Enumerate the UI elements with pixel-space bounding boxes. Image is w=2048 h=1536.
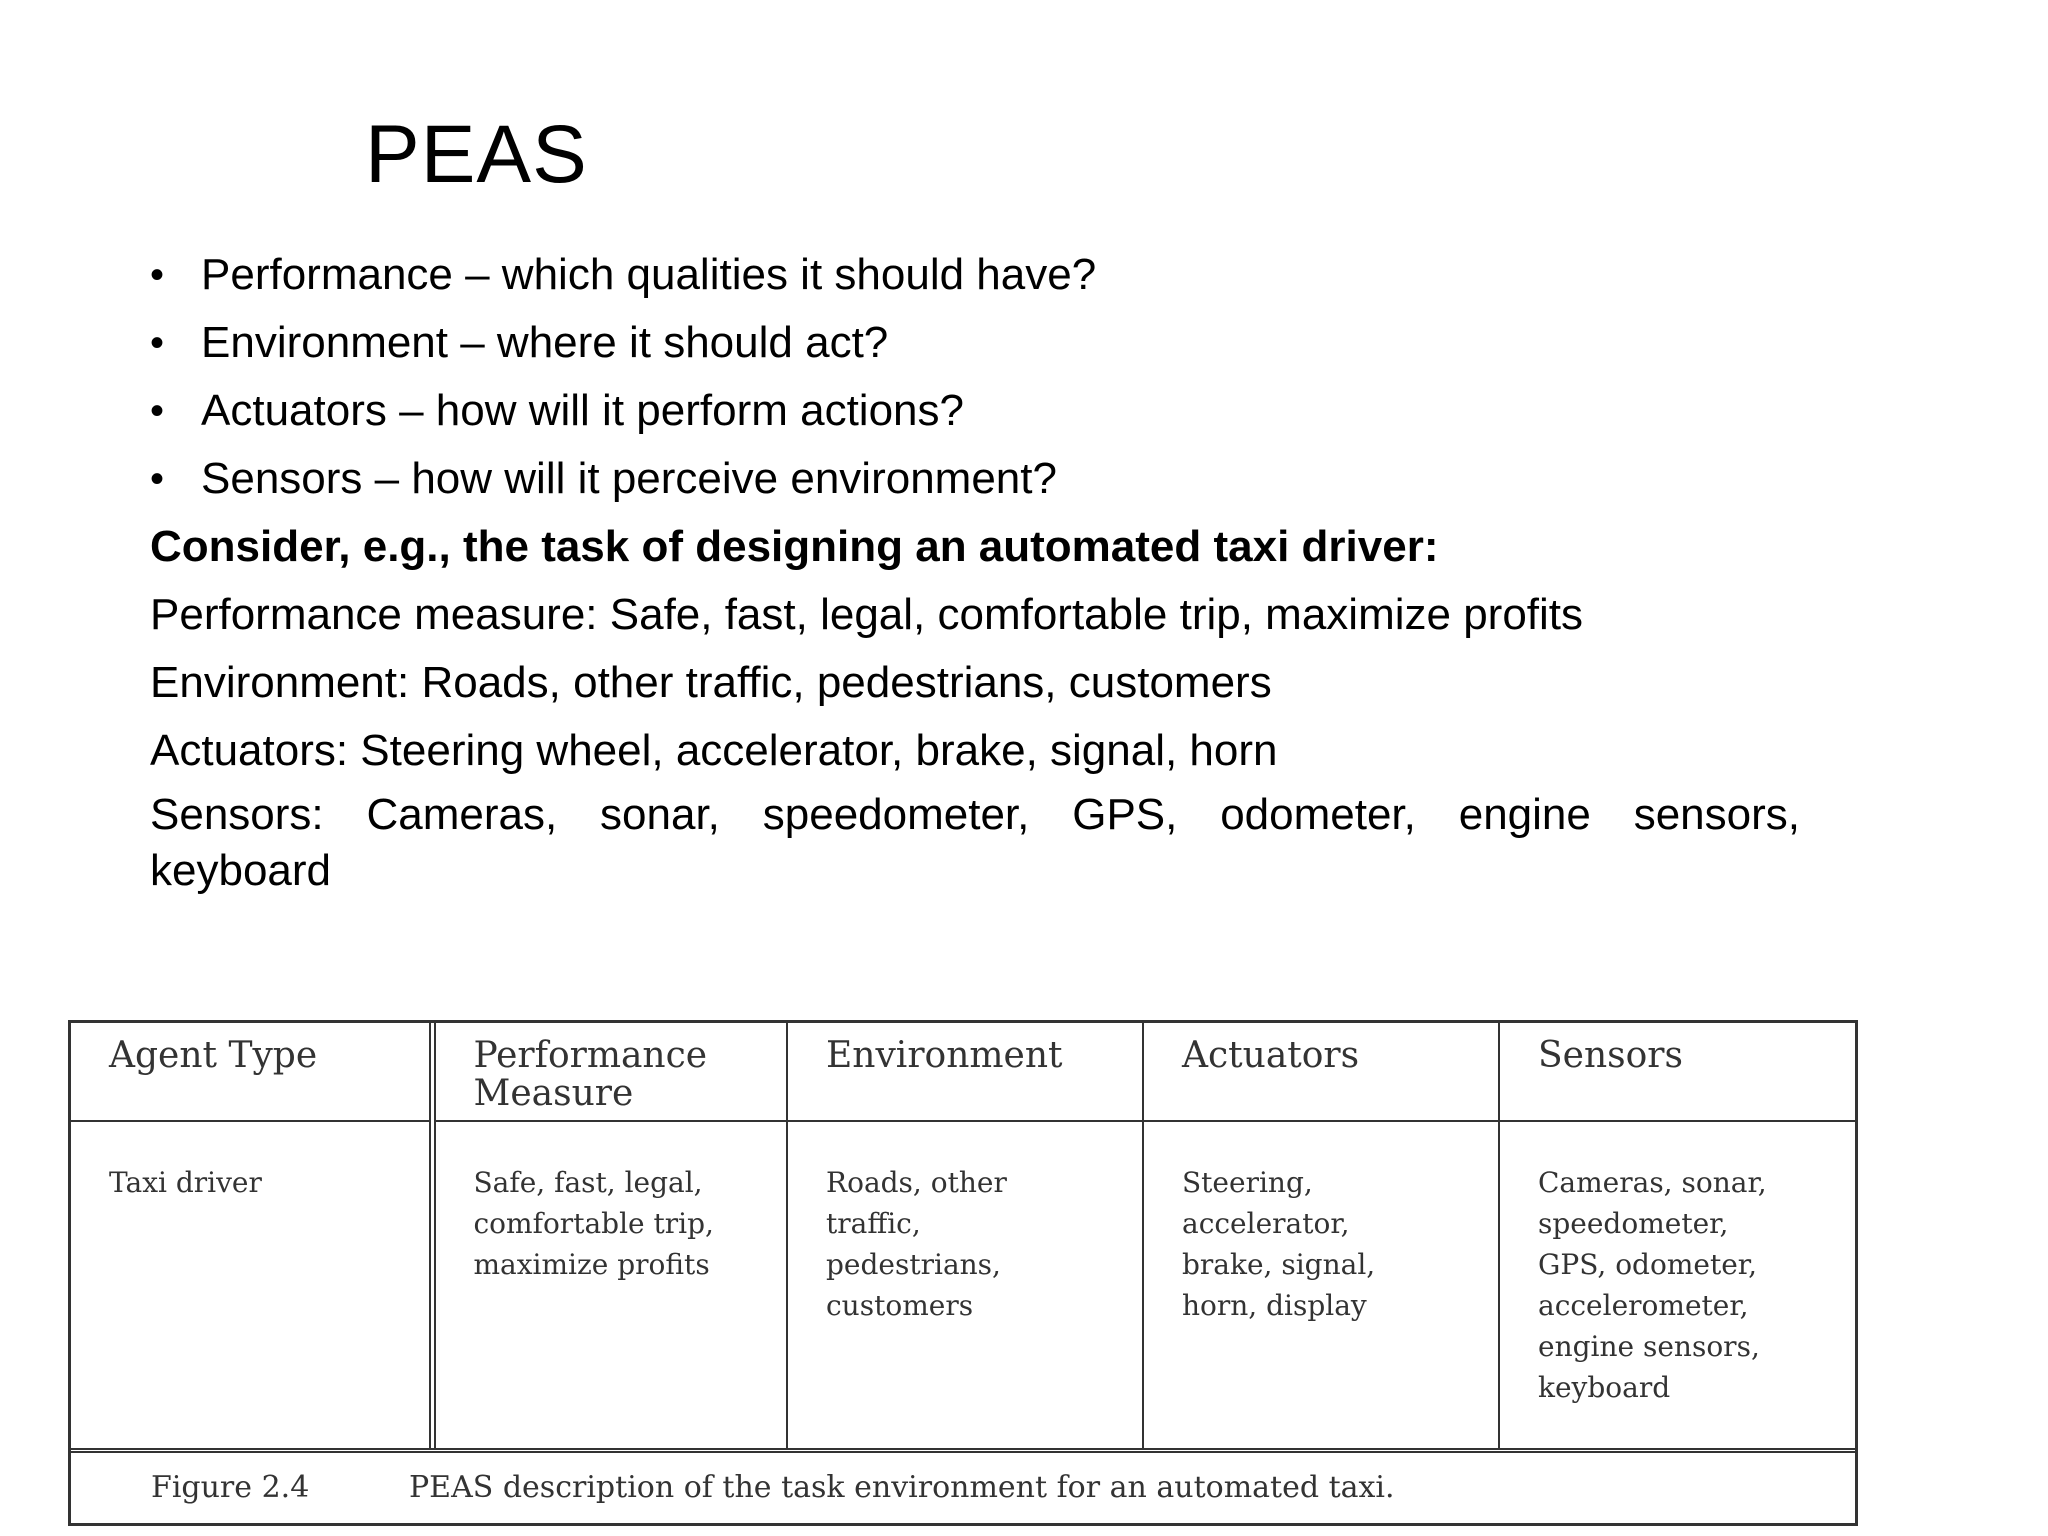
header-sensors: Sensors	[1499, 1023, 1855, 1121]
sensors-text	[150, 787, 1800, 899]
sensors-text-line-1: Sensors: Cameras, sonar, speedometer, GPS, odometer, engine sensors,	[150, 790, 1800, 839]
figure-caption	[71, 1448, 1855, 1526]
header-actuators: Actuators	[1143, 1023, 1499, 1121]
bullet-text: Performance – which qualities it should have?	[201, 250, 1097, 299]
peas-table-figure	[68, 1020, 1858, 1526]
header-performance-measure-label: Performance Measure	[473, 1035, 708, 1114]
environment-text: Environment: Roads, other traffic, pedestrians, customers	[150, 658, 1272, 707]
figure-caption-text: PEAS description of the task environment for an automated taxi.	[409, 1470, 1395, 1505]
cell-sensors: Cameras, sonar, speedometer, GPS, odometer, accelerometer, engine sensors, keyboard	[1538, 1166, 1767, 1404]
cell-actuators: Steering, accelerator, brake, signal, horn, display	[1143, 1121, 1499, 1448]
actuators-text: Actuators: Steering wheel, accelerator, brake, signal, horn	[150, 726, 1278, 775]
bullet-item-environment	[150, 311, 1096, 379]
bullet-item-performance	[150, 243, 1096, 311]
bullet-item-sensors	[150, 447, 1096, 515]
bullet-text: Actuators – how will it perform actions?	[201, 386, 964, 435]
header-agent-type: Agent Type	[71, 1023, 432, 1121]
bullet-icon: •	[150, 321, 165, 365]
bullet-icon: •	[150, 253, 165, 297]
table-row	[71, 1121, 1855, 1448]
table-header-row	[71, 1023, 1855, 1121]
bullet-icon: •	[150, 389, 165, 433]
header-performance-measure	[432, 1023, 787, 1121]
bullet-item-actuators	[150, 379, 1096, 447]
cell-agent-type: Taxi driver	[71, 1121, 432, 1448]
bullet-icon: •	[150, 457, 165, 501]
cell-environment: Roads, other traffic, pedestrians, customers	[787, 1121, 1143, 1448]
lead-text: Consider, e.g., the task of designing an automated taxi driver:	[150, 522, 1439, 571]
bullet-text: Sensors – how will it perceive environment?	[201, 454, 1057, 503]
figure-caption-label: Figure 2.4	[151, 1470, 310, 1505]
slide-title: PEAS	[365, 109, 588, 200]
cell-performance-measure: Safe, fast, legal, comfortable trip, maximize profits	[432, 1121, 787, 1448]
peas-table	[71, 1023, 1855, 1448]
header-environment: Environment	[787, 1023, 1143, 1121]
bullet-text: Environment – where it should act?	[201, 318, 889, 367]
bullet-list	[150, 243, 1096, 515]
sensors-text-line-2: keyboard	[150, 846, 332, 895]
performance-measure-text: Performance measure: Safe, fast, legal, comfortable trip, maximize profits	[150, 590, 1584, 639]
